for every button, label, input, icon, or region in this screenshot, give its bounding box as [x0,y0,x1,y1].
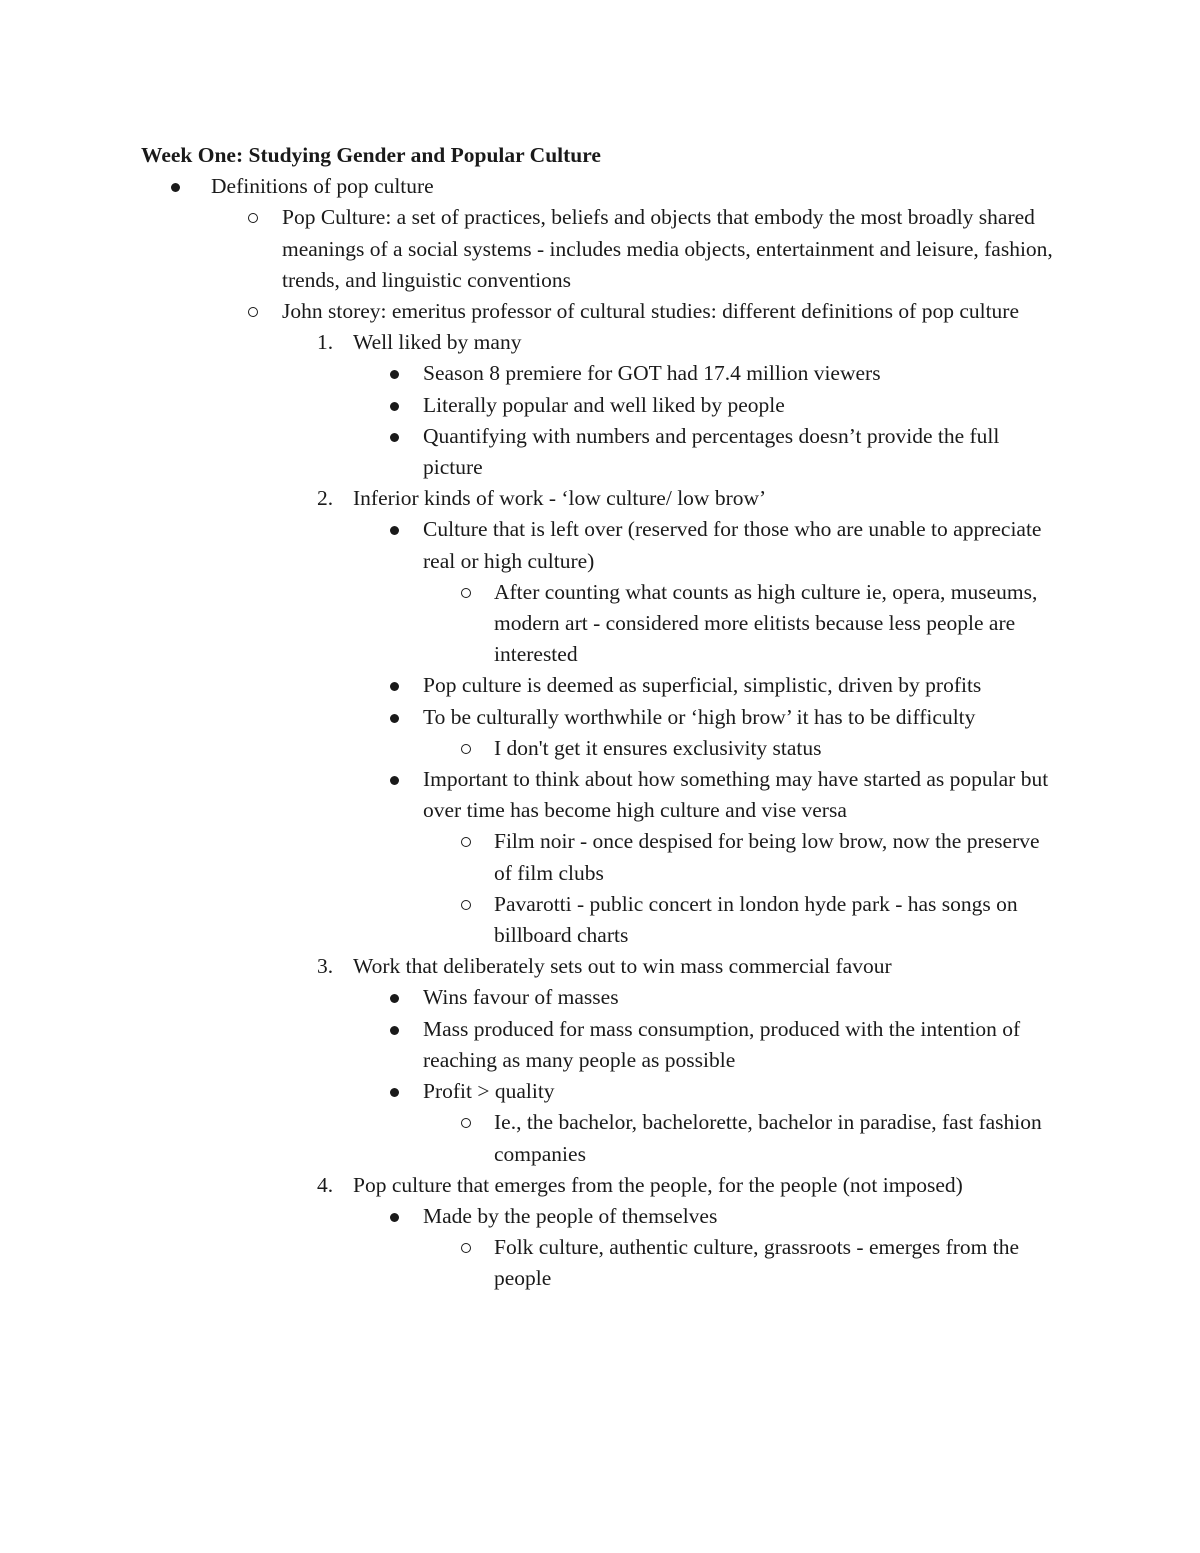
hollow-bullet-icon [461,837,471,847]
outline-item-text: Season 8 premiere for GOT had 17.4 million viewers [423,361,881,386]
outline-item [141,702,1071,733]
outline-item-text: Mass produced for mass consumption, produced with the intention of reaching as many people as possible [423,1016,1021,1072]
outline-item [141,1170,1071,1201]
list-number-label: 4. [317,1172,334,1197]
outline-item-text: Definitions of pop culture [211,174,434,199]
filled-bullet-icon [390,714,399,723]
hollow-bullet-icon [248,213,258,223]
outline-item [141,171,1071,202]
outline-item-text: Profit > quality [423,1079,555,1104]
outline-item [141,577,1071,671]
filled-bullet-icon [390,1088,399,1097]
outline-list [141,171,1071,1294]
filled-bullet-icon [171,183,180,192]
outline-item [141,889,1071,951]
outline-item-text: Pop Culture: a set of practices, beliefs and objects that embody the most broadly shared meanings of a social systems - includes media objects, entertainment and leisure, fashion, trends, and linguistic conventions [282,205,1053,292]
filled-bullet-icon [390,526,399,535]
outline-item [141,733,1071,764]
list-number-label: 1. [317,330,334,355]
filled-bullet-icon [390,1213,399,1222]
outline-item-text: Well liked by many [353,330,522,355]
outline-item [141,358,1071,389]
outline-item [141,1014,1071,1076]
outline-item [141,483,1071,514]
page-title: Week One: Studying Gender and Popular Culture [141,143,601,167]
hollow-bullet-icon [461,744,471,754]
filled-bullet-icon [390,370,399,379]
outline-item-text: Pavarotti - public concert in london hyde park - has songs on billboard charts [494,891,1018,948]
outline-item-text: Pop culture is deemed as superficial, simplistic, driven by profits [423,673,982,698]
outline-item-text: Inferior kinds of work - ‘low culture/ low brow’ [353,486,767,511]
hollow-bullet-icon [461,1243,471,1253]
outline-item-text: Ie., the bachelor, bachelorette, bachelor in paradise, fast fashion companies [494,1110,1042,1166]
outline-item [141,296,1071,327]
outline-item [141,951,1071,982]
filled-bullet-icon [390,1026,399,1035]
outline-item [141,1076,1071,1107]
list-number-label: 3. [317,954,334,979]
hollow-bullet-icon [461,588,471,598]
list-number-label: 2. [317,486,334,511]
outline-item [141,327,1071,358]
outline-item [141,202,1071,296]
filled-bullet-icon [390,402,399,411]
outline-item-text: Important to think about how something may have started as popular but over time has become high culture and vise versa [423,767,1049,823]
outline-item-text: Pop culture that emerges from the people, for the people (not imposed) [353,1172,963,1197]
document-body [141,140,1071,1295]
outline-item [141,514,1071,576]
filled-bullet-icon [390,776,399,785]
outline-item-text: Film noir - once despised for being low brow, now the preserve of film clubs [494,829,1040,885]
outline-item-text: Made by the people of themselves [423,1203,718,1228]
outline-item [141,1201,1071,1232]
outline-item [141,826,1071,888]
filled-bullet-icon [390,433,399,442]
outline-item [141,670,1071,701]
hollow-bullet-icon [461,1118,471,1128]
outline-item-text: Literally popular and well liked by people [423,392,785,417]
outline-item-text: Work that deliberately sets out to win mass commercial favour [353,954,892,979]
outline-item-text: After counting what counts as high culture ie, opera, museums, modern art - considered more elitists because less people are interested [494,579,1038,667]
hollow-bullet-icon [248,307,258,317]
hollow-bullet-icon [461,900,471,910]
outline-item-text: Wins favour of masses [423,985,619,1010]
outline-item [141,1232,1071,1294]
filled-bullet-icon [390,682,399,691]
outline-item [141,764,1071,826]
outline-item-text: Quantifying with numbers and percentages doesn’t provide the full picture [423,423,1000,480]
outline-item [141,1107,1071,1169]
outline-item-text: I don't get it ensures exclusivity status [494,735,822,760]
filled-bullet-icon [390,994,399,1003]
outline-item [141,982,1071,1013]
outline-item-text: John storey: emeritus professor of cultural studies: different definitions of pop culture [282,299,1020,324]
outline-item [141,390,1071,421]
outline-item-text: To be culturally worthwhile or ‘high brow’ it has to be difficulty [423,704,976,729]
outline-item-text: Folk culture, authentic culture, grassroots - emerges from the people [494,1235,1020,1291]
outline-item [141,421,1071,483]
outline-item-text: Culture that is left over (reserved for those who are unable to appreciate real or high culture) [423,517,1042,573]
